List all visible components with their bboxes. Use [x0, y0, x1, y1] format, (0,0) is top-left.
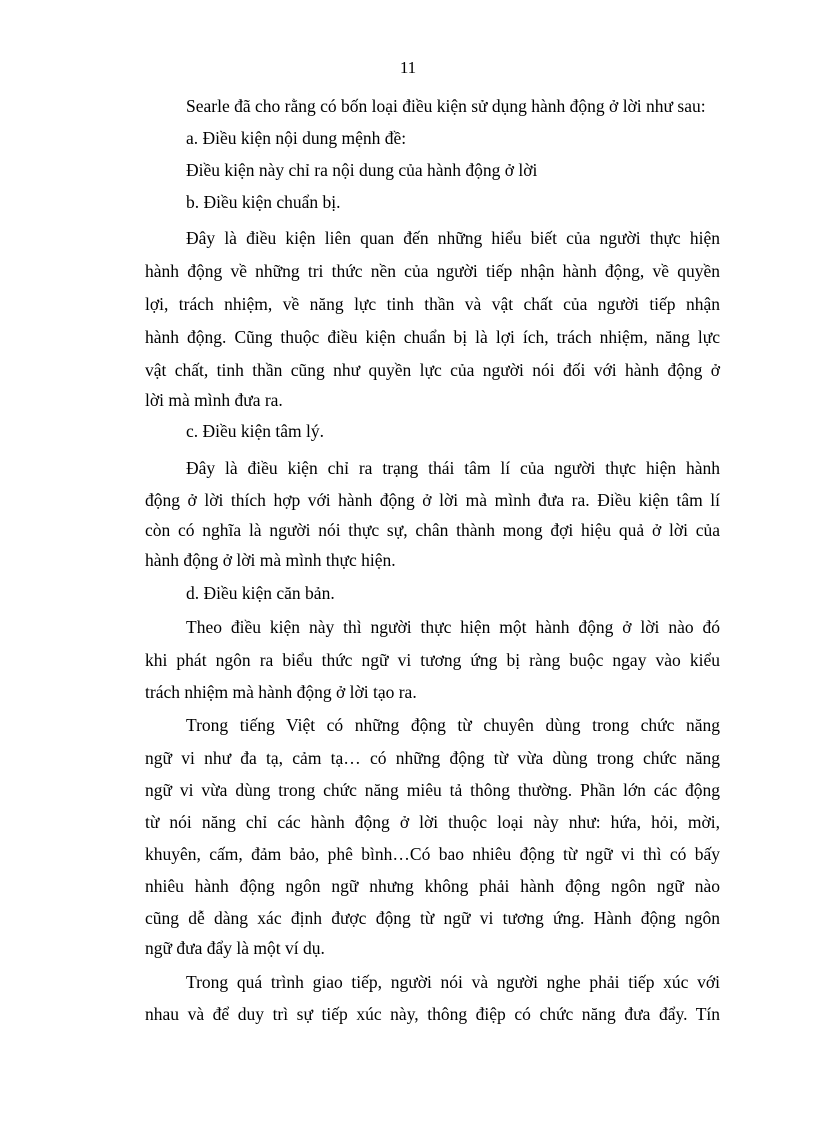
- text-line: Trong tiếng Việt có những động từ chuyên dùng trong chức năng: [186, 715, 720, 735]
- page-number: 11: [399, 58, 417, 77]
- text-line: Đây là điều kiện liên quan đến những hiểu biết của người thực hiện: [186, 228, 720, 248]
- text-line: ngữ vi vừa dùng trong chức năng miêu tả thông thường. Phần lớn các động: [145, 780, 720, 800]
- text-line: lợi, trách nhiệm, về năng lực tinh thần và vật chất của người tiếp nhận: [145, 294, 720, 314]
- text-line: b. Điều kiện chuẩn bị.: [186, 192, 341, 212]
- text-line: ngữ vi như đa tạ, cảm tạ… có những động từ vừa dùng trong chức năng: [145, 748, 720, 768]
- text-line: Điều kiện này chỉ ra nội dung của hành động ở lời: [186, 160, 538, 180]
- text-line: trách nhiệm mà hành động ở lời tạo ra.: [145, 682, 417, 702]
- text-line: Theo điều kiện này thì người thực hiện một hành động ở lời nào đó: [186, 617, 720, 637]
- text-line: vật chất, tinh thần cũng như quyền lực của người nói đối với hành động ở: [145, 360, 720, 380]
- text-line: động ở lời thích hợp với hành động ở lời mà mình đưa ra. Điều kiện tâm lí: [145, 490, 720, 510]
- text-line: c. Điều kiện tâm lý.: [186, 421, 325, 441]
- text-line: khi phát ngôn ra biểu thức ngữ vi tương ứng bị ràng buộc ngay vào kiểu: [145, 650, 720, 670]
- text-line: từ nói năng chỉ các hành động ở lời thuộc loại này như: hứa, hỏi, mời,: [145, 812, 720, 832]
- text-line: nhau và để duy trì sự tiếp xúc này, thông điệp có chức năng đưa đẩy. Tín: [145, 1004, 720, 1024]
- text-line: ngữ đưa đẩy là một ví dụ.: [145, 938, 325, 958]
- text-line: hành động ở lời mà mình thực hiện.: [145, 550, 396, 570]
- text-line: hành động. Cũng thuộc điều kiện chuẩn bị là lợi ích, trách nhiệm, năng lực: [145, 327, 720, 347]
- text-line: còn có nghĩa là người nói thực sự, chân thành mong đợi hiệu quả ở lời của: [145, 520, 720, 540]
- text-line: Trong quá trình giao tiếp, người nói và người nghe phải tiếp xúc với: [186, 972, 720, 992]
- text-line: d. Điều kiện căn bản.: [186, 583, 335, 603]
- text-line: a. Điều kiện nội dung mệnh đề:: [186, 128, 407, 148]
- text-line: hành động về những tri thức nền của người tiếp nhận hành động, về quyền: [145, 261, 720, 281]
- text-line: khuyên, cấm, đảm bảo, phê bình…Có bao nhiêu động từ ngữ vi thì có bấy: [145, 844, 720, 864]
- text-line: cũng dễ dàng xác định được động từ ngữ vi tương ứng. Hành động ngôn: [145, 908, 720, 928]
- text-line: Searle đã cho rằng có bốn loại điều kiện sử dụng hành động ở lời như sau:: [186, 96, 706, 116]
- text-line: lời mà mình đưa ra.: [145, 390, 283, 410]
- text-line: Đây là điều kiện chỉ ra trạng thái tâm lí của người thực hiện hành: [186, 458, 720, 478]
- text-line: nhiêu hành động ngôn ngữ nhưng không phải hành động ngôn ngữ nào: [145, 876, 720, 896]
